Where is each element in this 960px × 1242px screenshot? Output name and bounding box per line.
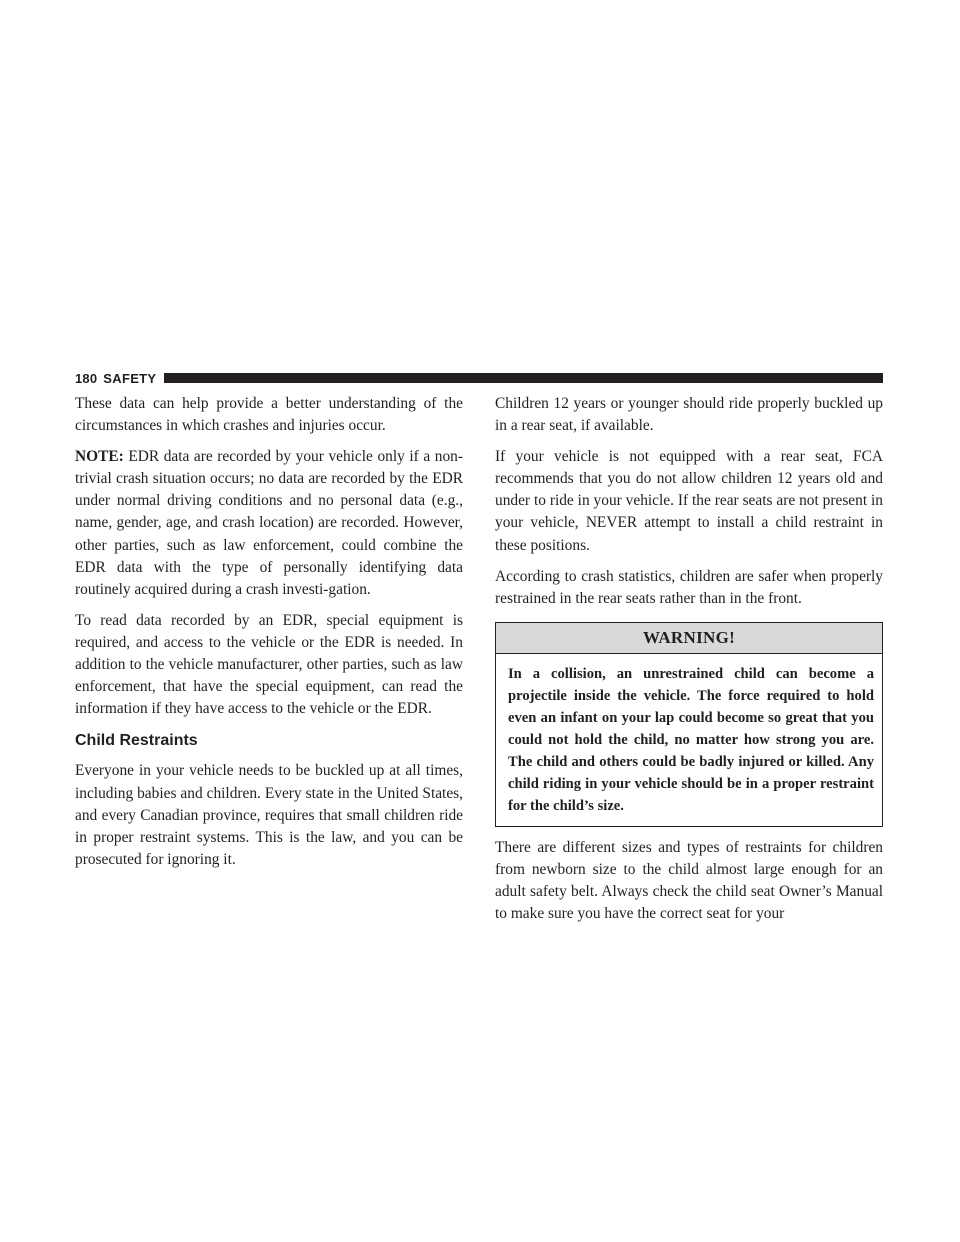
warning-body: In a collision, an unrestrained child can become a projectile inside the vehicle. The force required to hold even an infant on your lap could become so great that you could not hold the child, no matter how strong you are. The child and others could be badly injured or killed. Any child riding in your vehicle should be in a proper restraint for the child’s size. [508,665,874,814]
warning-title: WARNING! [496,623,882,654]
header-rule [164,373,883,383]
left-column [75,393,463,880]
note-paragraph [75,446,463,601]
page-header [75,371,883,385]
section-heading: Child Restraints [75,732,198,750]
paragraph: There are different sizes and types of restraints for children from newborn size to the child almost large enough for an adult safety belt. Always check the child seat Owner’s Manual to make sure you have the correct seat for your [495,838,883,923]
paragraph: According to crash statistics, children are safer when properly restrained in the rear seats rather than in the front. [495,567,883,607]
note-text: EDR data are recorded by your vehicle only if a non-trivial crash situation occurs; no data are recorded by the EDR under normal driving conditions and no personal data (e.g., name, gender, age, and crash location) are recorded. However, other parties, such as law enforcement, could combine the EDR data with the type of personally identifying data routinely acquired during a crash investi-gation. [75,448,463,598]
warning-box [495,622,883,827]
paragraph: Everyone in your vehicle needs to be buckled up at all times, including babies and children. Every state in the United States, and every Canadian province, requires that small children ride in proper restraint systems. This is the law, and you can be prosecuted for ignoring it. [75,762,463,868]
page-number: 180 [75,370,98,386]
paragraph: If your vehicle is not equipped with a rear seat, FCA recommends that you do not allow children 12 years old and under to ride in your vehicle. If the rear seats are not present in your vehicle, NEVER attempt to install a child restraint in these positions. [495,448,883,554]
section-title: SAFETY [103,370,157,386]
paragraph: To read data recorded by an EDR, special equipment is required, and access to the vehicle or the EDR is needed. In addition to the vehicle manufacturer, other parties, such as law enforcement, that have the special equipment, can read the information if they have access to the vehicle or the EDR. [75,611,463,718]
note-label: NOTE: [75,448,124,466]
paragraph: These data can help provide a better understanding of the circumstances in which crashes and injuries occur. [75,395,463,435]
right-column [495,393,883,934]
paragraph: Children 12 years or younger should ride properly buckled up in a rear seat, if available. [495,395,883,435]
